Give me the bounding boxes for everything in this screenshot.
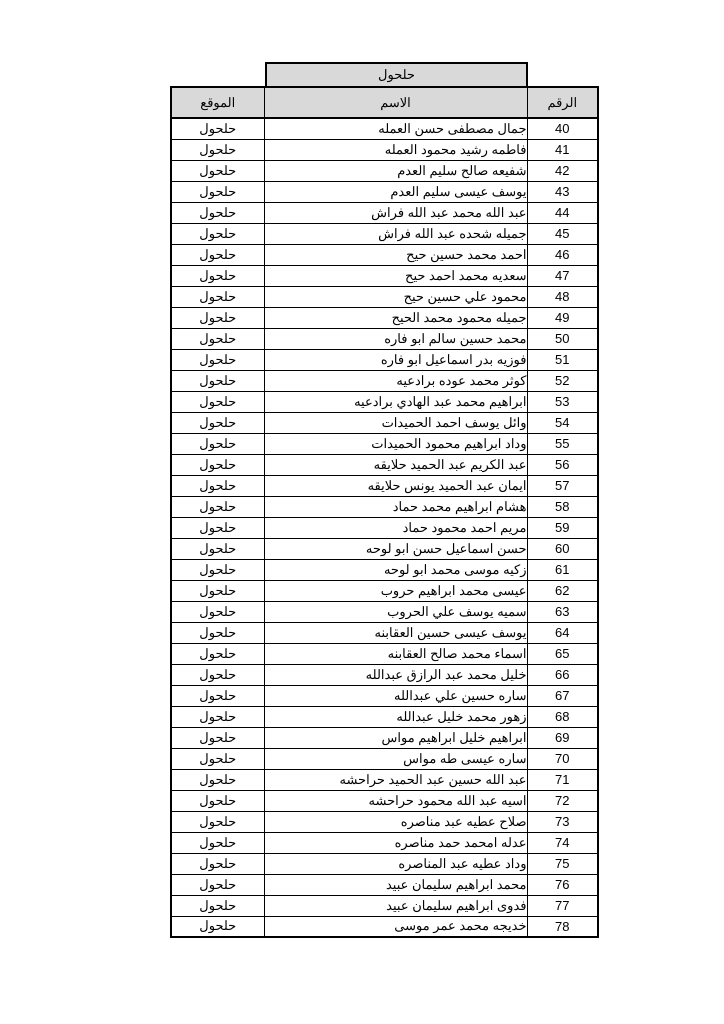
cell-name: اسماء محمد صالح العقابنه	[264, 643, 527, 664]
cell-name: يوسف عيسى سليم العدم	[264, 181, 527, 202]
table-row	[171, 895, 598, 916]
cell-name: عبد الله حسين عبد الحميد حراحشه	[264, 769, 527, 790]
cell-name: عبد الكريم عبد الحميد حلايقه	[264, 454, 527, 475]
cell-num: 53	[527, 391, 598, 412]
cell-name: خديجه محمد عمر موسى	[264, 916, 527, 937]
table-row	[171, 139, 598, 160]
cell-name: ابراهيم خليل ابراهيم مواس	[264, 727, 527, 748]
cell-name: عبد الله محمد عبد الله فراش	[264, 202, 527, 223]
cell-name: عيسى محمد ابراهيم حروب	[264, 580, 527, 601]
table-row	[171, 160, 598, 181]
cell-num: 63	[527, 601, 598, 622]
table-row	[171, 454, 598, 475]
cell-num: 68	[527, 706, 598, 727]
cell-loc: حلحول	[171, 370, 264, 391]
cell-loc: حلحول	[171, 181, 264, 202]
cell-num: 57	[527, 475, 598, 496]
table-row	[171, 916, 598, 937]
cell-name: زكيه موسى محمد ابو لوحه	[264, 559, 527, 580]
cell-num: 50	[527, 328, 598, 349]
cell-loc: حلحول	[171, 118, 264, 139]
table-body	[171, 118, 598, 937]
table-row	[171, 685, 598, 706]
cell-name: صلاح عطيه عبد مناصره	[264, 811, 527, 832]
cell-name: خليل محمد عبد الرازق عبدالله	[264, 664, 527, 685]
table-row	[171, 706, 598, 727]
cell-num: 48	[527, 286, 598, 307]
cell-num: 42	[527, 160, 598, 181]
cell-num: 49	[527, 307, 598, 328]
cell-loc: حلحول	[171, 433, 264, 454]
table-row	[171, 265, 598, 286]
table-row	[171, 181, 598, 202]
cell-name: فدوى ابراهيم سليمان عبيد	[264, 895, 527, 916]
cell-loc: حلحول	[171, 832, 264, 853]
cell-loc: حلحول	[171, 895, 264, 916]
cell-name: جميله شحده عبد الله فراش	[264, 223, 527, 244]
cell-num: 55	[527, 433, 598, 454]
cell-loc: حلحول	[171, 391, 264, 412]
cell-loc: حلحول	[171, 769, 264, 790]
table-row	[171, 811, 598, 832]
table-row	[171, 412, 598, 433]
cell-name: وداد عطيه عبد المناصره	[264, 853, 527, 874]
cell-loc: حلحول	[171, 223, 264, 244]
cell-loc: حلحول	[171, 349, 264, 370]
table-row	[171, 748, 598, 769]
cell-num: 58	[527, 496, 598, 517]
header-row	[171, 87, 598, 118]
names-table-wrapper	[172, 62, 599, 938]
cell-num: 61	[527, 559, 598, 580]
cell-loc: حلحول	[171, 244, 264, 265]
cell-num: 41	[527, 139, 598, 160]
table-row	[171, 832, 598, 853]
table-row	[171, 580, 598, 601]
cell-num: 59	[527, 517, 598, 538]
cell-loc: حلحول	[171, 475, 264, 496]
cell-num: 46	[527, 244, 598, 265]
cell-num: 45	[527, 223, 598, 244]
cell-num: 66	[527, 664, 598, 685]
cell-name: وائل يوسف احمد الحميدات	[264, 412, 527, 433]
table-row	[171, 517, 598, 538]
table-row	[171, 769, 598, 790]
table-row	[171, 370, 598, 391]
table-row	[171, 538, 598, 559]
cell-loc: حلحول	[171, 202, 264, 223]
table-row	[171, 391, 598, 412]
cell-loc: حلحول	[171, 601, 264, 622]
table-row	[171, 328, 598, 349]
table-title-cell: حلحول	[265, 62, 528, 86]
cell-name: محمد ابراهيم سليمان عبيد	[264, 874, 527, 895]
cell-loc: حلحول	[171, 748, 264, 769]
cell-name: محمود علي حسين حيح	[264, 286, 527, 307]
cell-num: 75	[527, 853, 598, 874]
cell-num: 76	[527, 874, 598, 895]
cell-name: جمال مصطفى حسن العمله	[264, 118, 527, 139]
cell-name: حسن اسماعيل حسن ابو لوحه	[264, 538, 527, 559]
table-row	[171, 349, 598, 370]
cell-loc: حلحول	[171, 328, 264, 349]
cell-loc: حلحول	[171, 538, 264, 559]
cell-name: مريم احمد محمود حماد	[264, 517, 527, 538]
table-row	[171, 496, 598, 517]
cell-num: 43	[527, 181, 598, 202]
col-header-name: الاسم	[264, 87, 527, 118]
cell-name: فوزيه بدر اسماعيل ابو فاره	[264, 349, 527, 370]
cell-loc: حلحول	[171, 622, 264, 643]
cell-loc: حلحول	[171, 790, 264, 811]
cell-loc: حلحول	[171, 496, 264, 517]
cell-loc: حلحول	[171, 307, 264, 328]
cell-num: 78	[527, 916, 598, 937]
cell-num: 54	[527, 412, 598, 433]
cell-loc: حلحول	[171, 811, 264, 832]
cell-name: هشام ابراهيم محمد حماد	[264, 496, 527, 517]
cell-name: زهور محمد خليل عبدالله	[264, 706, 527, 727]
table-row	[171, 475, 598, 496]
cell-name: محمد حسين سالم ابو فاره	[264, 328, 527, 349]
cell-num: 40	[527, 118, 598, 139]
cell-num: 65	[527, 643, 598, 664]
cell-num: 44	[527, 202, 598, 223]
cell-name: ابراهيم محمد عبد الهادي برادعيه	[264, 391, 527, 412]
cell-name: شفيعه صالح سليم العدم	[264, 160, 527, 181]
cell-loc: حلحول	[171, 160, 264, 181]
cell-num: 60	[527, 538, 598, 559]
cell-name: ايمان عبد الحميد يونس حلايقه	[264, 475, 527, 496]
table-row	[171, 601, 598, 622]
table-row	[171, 643, 598, 664]
cell-loc: حلحول	[171, 286, 264, 307]
cell-num: 62	[527, 580, 598, 601]
table-row	[171, 433, 598, 454]
table-row	[171, 202, 598, 223]
cell-num: 64	[527, 622, 598, 643]
cell-num: 47	[527, 265, 598, 286]
col-header-number: الرقم	[527, 87, 598, 118]
table-row	[171, 244, 598, 265]
cell-num: 69	[527, 727, 598, 748]
cell-num: 71	[527, 769, 598, 790]
cell-name: يوسف عيسى حسين العقابنه	[264, 622, 527, 643]
table-row	[171, 790, 598, 811]
cell-loc: حلحول	[171, 664, 264, 685]
table-row	[171, 664, 598, 685]
cell-num: 77	[527, 895, 598, 916]
cell-num: 52	[527, 370, 598, 391]
cell-loc: حلحول	[171, 643, 264, 664]
cell-loc: حلحول	[171, 580, 264, 601]
cell-num: 70	[527, 748, 598, 769]
cell-name: عدله امحمد حمد مناصره	[264, 832, 527, 853]
table-row	[171, 118, 598, 139]
cell-loc: حلحول	[171, 517, 264, 538]
col-header-location: الموقع	[171, 87, 264, 118]
cell-name: اسيه عبد الله محمود حراحشه	[264, 790, 527, 811]
cell-name: سميه يوسف علي الحروب	[264, 601, 527, 622]
cell-loc: حلحول	[171, 685, 264, 706]
table-row	[171, 223, 598, 244]
cell-name: سعديه محمد احمد حيح	[264, 265, 527, 286]
table-row	[171, 307, 598, 328]
cell-num: 67	[527, 685, 598, 706]
names-table	[170, 86, 599, 938]
cell-loc: حلحول	[171, 727, 264, 748]
table-row	[171, 853, 598, 874]
cell-num: 72	[527, 790, 598, 811]
table-row	[171, 559, 598, 580]
cell-loc: حلحول	[171, 559, 264, 580]
cell-name: جميله محمود محمد الحيح	[264, 307, 527, 328]
cell-loc: حلحول	[171, 706, 264, 727]
cell-loc: حلحول	[171, 412, 264, 433]
cell-loc: حلحول	[171, 853, 264, 874]
cell-num: 74	[527, 832, 598, 853]
table-row	[171, 622, 598, 643]
cell-loc: حلحول	[171, 265, 264, 286]
cell-num: 56	[527, 454, 598, 475]
table-row	[171, 874, 598, 895]
cell-name: وداد ابراهيم محمود الحميدات	[264, 433, 527, 454]
cell-loc: حلحول	[171, 454, 264, 475]
cell-name: ساره حسين علي عبدالله	[264, 685, 527, 706]
cell-loc: حلحول	[171, 139, 264, 160]
cell-loc: حلحول	[171, 874, 264, 895]
cell-name: فاطمه رشيد محمود العمله	[264, 139, 527, 160]
cell-loc: حلحول	[171, 916, 264, 937]
cell-name: ساره عيسى طه مواس	[264, 748, 527, 769]
table-row	[171, 727, 598, 748]
table-row	[171, 286, 598, 307]
cell-name: احمد محمد حسين حيح	[264, 244, 527, 265]
cell-num: 73	[527, 811, 598, 832]
cell-name: كوثر محمد عوده برادعيه	[264, 370, 527, 391]
cell-num: 51	[527, 349, 598, 370]
